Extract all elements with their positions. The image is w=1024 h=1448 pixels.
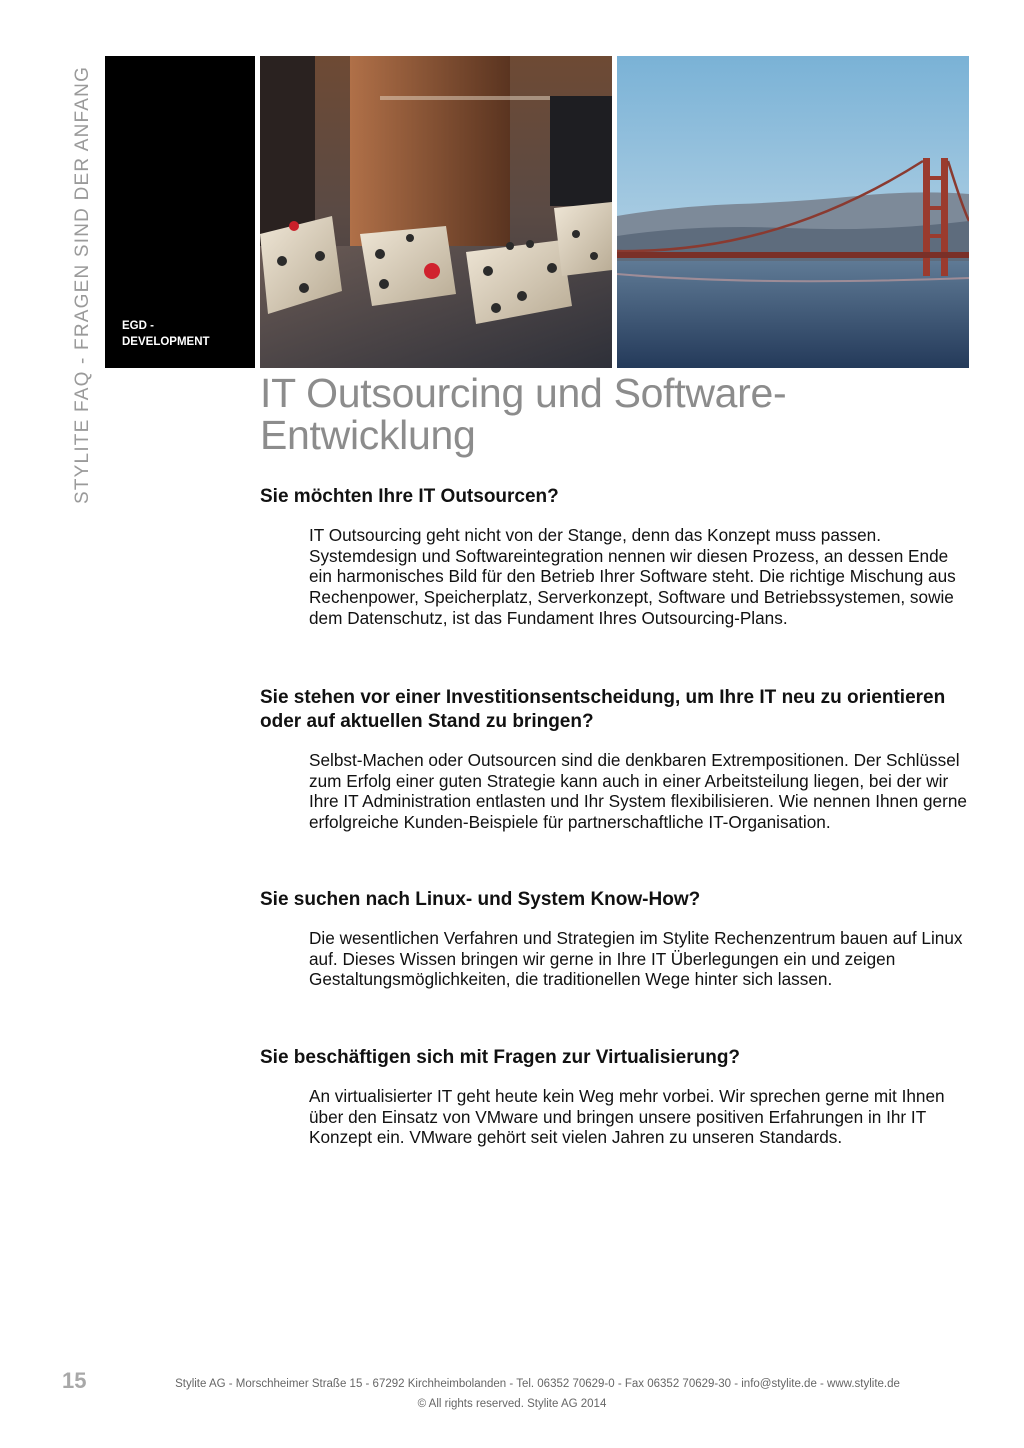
side-title: STYLITE FAQ - FRAGEN SIND DER ANFANG [72, 65, 93, 504]
page-title [260, 372, 960, 456]
page-title-line1: IT Outsourcing und Software- [260, 370, 787, 416]
faq-question: Sie suchen nach Linux- und System Know-How? [260, 889, 701, 910]
faq-section-linux [260, 888, 970, 990]
page-number: 15 [62, 1368, 87, 1393]
faq-question: Sie möchten Ihre IT Outsourcen? [260, 486, 559, 507]
dice-photo [260, 56, 612, 368]
page-title-line2: Entwicklung [260, 412, 476, 458]
faq-question: Sie beschäftigen sich mit Fragen zur Virtualisierung? [260, 1047, 741, 1068]
faq-answer: Selbst-Machen oder Outsourcen sind die denkbaren Extrempositionen. Der Schlüssel zum Erfolg einer guten Strategie kann auch in einer Arbeitsteilung liegen, bei der wir Ihre IT Administration entlasten und Ihr System flexibilisieren. Wie nennen Ihnen gerne erfolgreiche Kunden-Beispiele für partnerschaftliche IT-Organisation. [309, 750, 967, 833]
category-label [122, 318, 252, 350]
bridge-photo [617, 56, 969, 368]
faq-question: Sie stehen vor einer Investitionsentscheidung, um Ihre IT neu zu orientieren oder auf aktuellen Stand zu bringen? [260, 687, 946, 732]
category-label-line1: EGD - [122, 320, 154, 332]
category-label-line2: DEVELOPMENT [122, 336, 210, 348]
faq-answer: An virtualisierter IT geht heute kein Weg mehr vorbei. Wir sprechen gerne mit Ihnen über den Einsatz von VMware und bringen unsere positiven Erfahrungen in Ihr IT Konzept ein. VMware gehört seit vielen Jahren zu unseren Standards. [309, 1086, 945, 1148]
footer-copyright: © All rights reserved. Stylite AG 2014 [417, 1398, 607, 1410]
faq-section-outsourcing [260, 485, 970, 629]
footer-address: Stylite AG - Morschheimer Straße 15 - 67292 Kirchheimbolanden - Tel. 06352 70629-0 - Fax 06352 70629-30 - info@stylite.de - www.stylite.de [175, 1378, 900, 1390]
faq-answer: IT Outsourcing geht nicht von der Stange, denn das Konzept muss passen. Systemdesign und Softwareintegration nennen wir diesen Prozess, an dessen Ende ein harmonisches Bild für den Betrieb Ihrer Software steht. Die richtige Mischung aus Rechenpower, Speicherplatz, Serverkonzept, Software und Betriebssystemen, sowie dem Datenschutz, ist das Fundament Ihres Outsourcing-Plans. [309, 525, 956, 628]
faq-section-virtualization [260, 1046, 970, 1148]
faq-answer: Die wesentlichen Verfahren und Strategien im Stylite Rechenzentrum bauen auf Linux auf. Dieses Wissen bringen wir gerne in Ihre IT Überlegungen ein und zeigen Gestaltungsmöglichkeiten, die traditionellen Wege hinter sich lassen. [309, 928, 963, 990]
faq-section-investment [260, 686, 970, 833]
category-panel [105, 56, 255, 368]
